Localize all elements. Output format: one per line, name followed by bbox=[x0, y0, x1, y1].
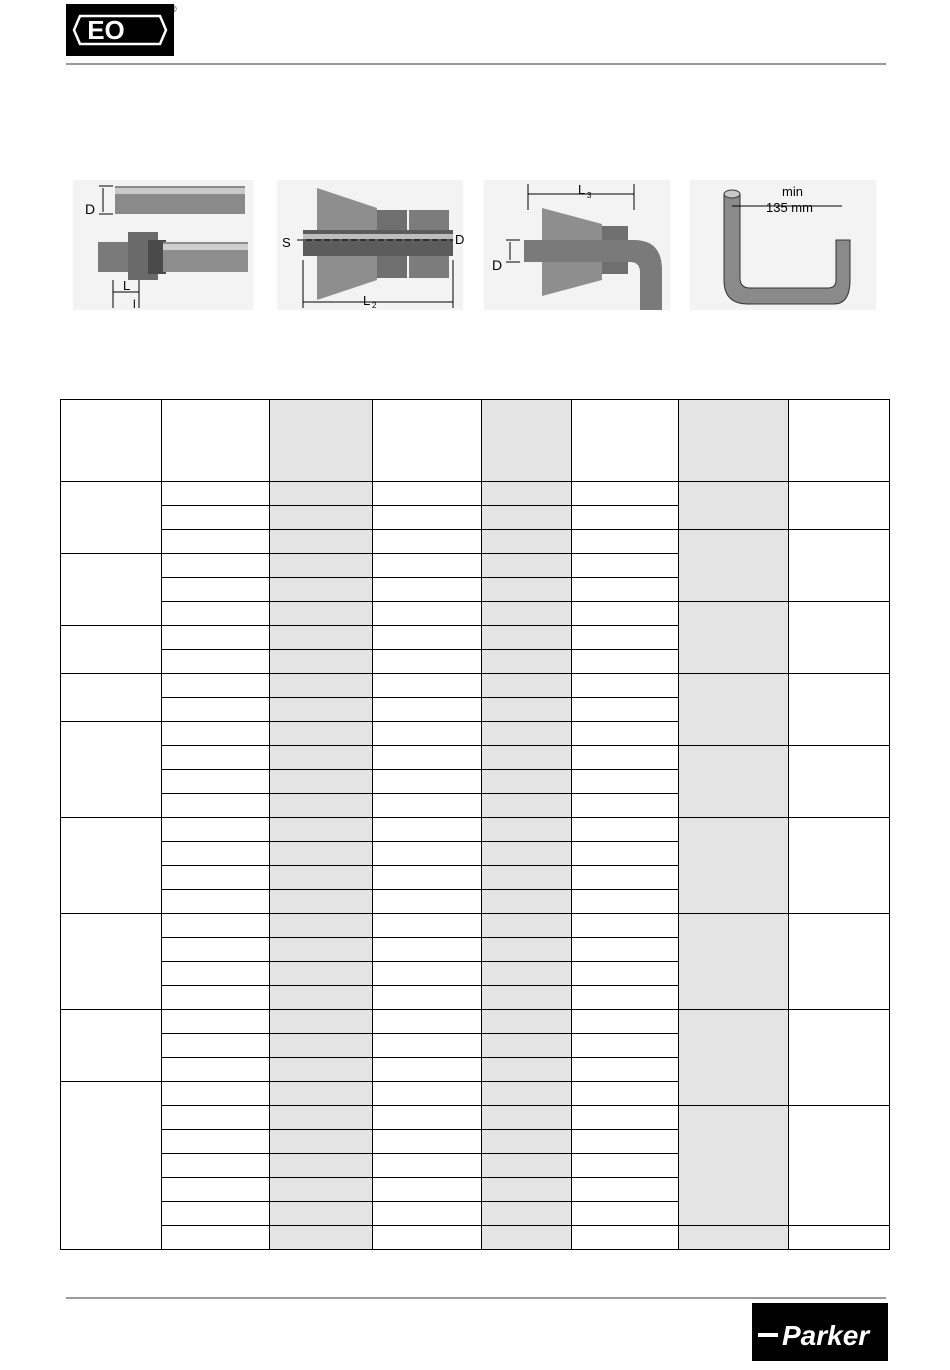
table-cell bbox=[482, 794, 572, 818]
figure-u-bend bbox=[690, 180, 876, 310]
table-cell bbox=[572, 746, 679, 770]
table-cell bbox=[482, 722, 572, 746]
table-cell bbox=[572, 794, 679, 818]
table-cell bbox=[162, 1202, 270, 1226]
merged-cell bbox=[679, 482, 789, 530]
merged-cell bbox=[789, 746, 890, 818]
table-cell bbox=[373, 794, 482, 818]
header-cell bbox=[679, 400, 789, 482]
table-cell bbox=[162, 986, 270, 1010]
table-cell bbox=[572, 938, 679, 962]
table-header-row bbox=[61, 400, 890, 482]
table-cell bbox=[270, 722, 373, 746]
table-cell bbox=[162, 1058, 270, 1082]
table-cell bbox=[482, 890, 572, 914]
table-cell bbox=[270, 818, 373, 842]
table-cell bbox=[572, 1202, 679, 1226]
table-cell bbox=[572, 722, 679, 746]
merged-cell bbox=[789, 482, 890, 530]
group-cell bbox=[61, 722, 162, 818]
table-cell bbox=[482, 578, 572, 602]
table-row bbox=[61, 1226, 890, 1250]
table-cell bbox=[572, 962, 679, 986]
table-cell bbox=[270, 1202, 373, 1226]
merged-cell bbox=[679, 530, 789, 602]
table-cell bbox=[270, 770, 373, 794]
table-cell bbox=[162, 626, 270, 650]
table-cell bbox=[373, 578, 482, 602]
merged-cell bbox=[679, 746, 789, 818]
table-cell bbox=[482, 1130, 572, 1154]
table-cell bbox=[162, 1178, 270, 1202]
table-cell bbox=[270, 938, 373, 962]
fig4-dist-label: 135 mm bbox=[766, 200, 813, 215]
merged-cell bbox=[679, 602, 789, 674]
table-cell bbox=[373, 938, 482, 962]
table-row bbox=[61, 818, 890, 842]
table-cell bbox=[572, 1034, 679, 1058]
table-cell bbox=[162, 914, 270, 938]
table-row bbox=[61, 530, 890, 554]
group-cell bbox=[61, 1082, 162, 1250]
table-cell bbox=[572, 674, 679, 698]
table-cell bbox=[162, 506, 270, 530]
fig4-min-label: min bbox=[782, 184, 803, 199]
table-cell bbox=[482, 602, 572, 626]
table-cell bbox=[482, 1082, 572, 1106]
merged-cell bbox=[679, 674, 789, 746]
table-cell bbox=[572, 1106, 679, 1130]
table-cell bbox=[482, 1178, 572, 1202]
table-cell bbox=[373, 722, 482, 746]
table-row bbox=[61, 914, 890, 938]
table-cell bbox=[373, 842, 482, 866]
header-cell bbox=[789, 400, 890, 482]
table-cell bbox=[572, 1082, 679, 1106]
table-cell bbox=[162, 1106, 270, 1130]
table-cell bbox=[482, 674, 572, 698]
fig3-l3-label: L bbox=[578, 182, 586, 197]
eo-logo-text: EO bbox=[87, 15, 125, 45]
table-cell bbox=[482, 746, 572, 770]
dimensions-table bbox=[60, 399, 890, 1250]
table-cell bbox=[373, 602, 482, 626]
figure-tube-through-fitting bbox=[277, 180, 463, 310]
table-cell bbox=[162, 1154, 270, 1178]
table-cell bbox=[373, 1058, 482, 1082]
table-cell bbox=[162, 962, 270, 986]
group-cell bbox=[61, 554, 162, 626]
table-cell bbox=[373, 698, 482, 722]
table-cell bbox=[162, 650, 270, 674]
merged-cell bbox=[789, 1106, 890, 1226]
table-cell bbox=[482, 698, 572, 722]
table-cell bbox=[162, 578, 270, 602]
fig1-l-label: l bbox=[133, 297, 136, 311]
table-cell bbox=[373, 482, 482, 506]
table-cell bbox=[482, 842, 572, 866]
table-cell bbox=[162, 722, 270, 746]
merged-cell bbox=[789, 1226, 890, 1250]
table-cell bbox=[572, 1178, 679, 1202]
fig2-s-label: S bbox=[282, 235, 291, 250]
table-cell bbox=[373, 1226, 482, 1250]
table-cell bbox=[373, 1202, 482, 1226]
table-cell bbox=[572, 1058, 679, 1082]
fig2-d-label: D bbox=[455, 232, 465, 247]
table-cell bbox=[373, 986, 482, 1010]
table-cell bbox=[270, 914, 373, 938]
table-cell bbox=[162, 674, 270, 698]
table-cell bbox=[572, 842, 679, 866]
table-cell bbox=[572, 818, 679, 842]
group-cell bbox=[61, 482, 162, 554]
header-cell bbox=[61, 400, 162, 482]
table-cell bbox=[572, 554, 679, 578]
eo-logo bbox=[66, 4, 174, 56]
table-row bbox=[61, 482, 890, 506]
table-cell bbox=[572, 1010, 679, 1034]
table-cell bbox=[270, 962, 373, 986]
table-cell bbox=[270, 1226, 373, 1250]
table-cell bbox=[572, 914, 679, 938]
table-cell bbox=[572, 866, 679, 890]
table-cell bbox=[270, 986, 373, 1010]
table-cell bbox=[373, 914, 482, 938]
table-cell bbox=[373, 1178, 482, 1202]
parker-logo bbox=[752, 1303, 888, 1361]
table-cell bbox=[572, 698, 679, 722]
merged-cell bbox=[789, 1010, 890, 1106]
header-cell bbox=[162, 400, 270, 482]
registered-mark: ® bbox=[166, 6, 172, 15]
table-cell bbox=[482, 1154, 572, 1178]
table-row bbox=[61, 1010, 890, 1034]
merged-cell bbox=[679, 1106, 789, 1226]
table-cell bbox=[373, 554, 482, 578]
table-cell bbox=[373, 674, 482, 698]
group-cell bbox=[61, 626, 162, 674]
table-cell bbox=[482, 1058, 572, 1082]
table-cell bbox=[270, 1010, 373, 1034]
table-cell bbox=[482, 626, 572, 650]
table-cell bbox=[572, 650, 679, 674]
table-cell bbox=[572, 578, 679, 602]
table-cell bbox=[270, 1034, 373, 1058]
table-cell bbox=[270, 1130, 373, 1154]
table-cell bbox=[373, 866, 482, 890]
table-cell bbox=[270, 1082, 373, 1106]
header-cell bbox=[572, 400, 679, 482]
table-cell bbox=[270, 482, 373, 506]
group-cell bbox=[61, 914, 162, 1010]
table-cell bbox=[162, 698, 270, 722]
header-cell bbox=[270, 400, 373, 482]
table-cell bbox=[572, 1226, 679, 1250]
table-cell bbox=[270, 602, 373, 626]
table-cell bbox=[162, 1082, 270, 1106]
table-cell bbox=[482, 554, 572, 578]
table-cell bbox=[572, 890, 679, 914]
table-cell bbox=[482, 770, 572, 794]
registered-mark-outer: ® bbox=[170, 4, 177, 14]
table-cell bbox=[572, 770, 679, 794]
table-row bbox=[61, 1106, 890, 1130]
table-cell bbox=[162, 1010, 270, 1034]
table-cell bbox=[162, 1034, 270, 1058]
table-cell bbox=[162, 746, 270, 770]
table-cell bbox=[482, 1226, 572, 1250]
merged-cell bbox=[789, 674, 890, 746]
parker-logo-text: Parker bbox=[782, 1320, 870, 1351]
table-cell bbox=[373, 1130, 482, 1154]
table-cell bbox=[373, 506, 482, 530]
group-cell bbox=[61, 1010, 162, 1082]
table-cell bbox=[373, 770, 482, 794]
table-cell bbox=[373, 1010, 482, 1034]
header-divider bbox=[66, 63, 886, 65]
merged-cell bbox=[789, 914, 890, 1010]
table-cell bbox=[162, 890, 270, 914]
table-cell bbox=[482, 650, 572, 674]
table-cell bbox=[162, 482, 270, 506]
table-cell bbox=[482, 962, 572, 986]
table-cell bbox=[482, 866, 572, 890]
table-cell bbox=[270, 842, 373, 866]
table-cell bbox=[270, 794, 373, 818]
header-cell bbox=[373, 400, 482, 482]
table-cell bbox=[373, 626, 482, 650]
table-cell bbox=[482, 1202, 572, 1226]
footer-divider bbox=[66, 1297, 886, 1299]
table-cell bbox=[572, 602, 679, 626]
fig2-l2-label: L bbox=[363, 293, 371, 308]
table-cell bbox=[373, 530, 482, 554]
table-cell bbox=[373, 962, 482, 986]
table-cell bbox=[572, 626, 679, 650]
fig1-d-label: D bbox=[85, 201, 96, 217]
table-row bbox=[61, 602, 890, 626]
table-cell bbox=[373, 1082, 482, 1106]
table-cell bbox=[373, 818, 482, 842]
merged-cell bbox=[789, 602, 890, 674]
figure-bent-tube bbox=[484, 180, 670, 310]
merged-cell bbox=[679, 818, 789, 914]
table-cell bbox=[270, 578, 373, 602]
table-cell bbox=[482, 914, 572, 938]
table-cell bbox=[270, 698, 373, 722]
table-cell bbox=[270, 626, 373, 650]
table-cell bbox=[482, 986, 572, 1010]
table-cell bbox=[373, 890, 482, 914]
table-cell bbox=[162, 842, 270, 866]
table-cell bbox=[162, 602, 270, 626]
table-cell bbox=[270, 650, 373, 674]
table-cell bbox=[270, 530, 373, 554]
table-cell bbox=[270, 1178, 373, 1202]
fig3-d-label: D bbox=[492, 257, 503, 273]
header-cell bbox=[482, 400, 572, 482]
table-cell bbox=[162, 554, 270, 578]
table-cell bbox=[482, 938, 572, 962]
table-cell bbox=[162, 770, 270, 794]
fig2-l2-sub: 2 bbox=[372, 301, 377, 310]
table-cell bbox=[270, 866, 373, 890]
table-cell bbox=[482, 1010, 572, 1034]
table-cell bbox=[270, 674, 373, 698]
table-cell bbox=[270, 890, 373, 914]
table-cell bbox=[482, 1034, 572, 1058]
table-cell bbox=[482, 506, 572, 530]
fig1-l1-label: L bbox=[123, 278, 131, 293]
table-cell bbox=[162, 530, 270, 554]
table-cell bbox=[482, 1106, 572, 1130]
table-cell bbox=[572, 506, 679, 530]
table-cell bbox=[270, 554, 373, 578]
table-cell bbox=[162, 1130, 270, 1154]
group-cell bbox=[61, 818, 162, 914]
table-cell bbox=[373, 650, 482, 674]
fig3-l3-sub: 3 bbox=[587, 191, 592, 200]
table-cell bbox=[572, 482, 679, 506]
table-cell bbox=[270, 1058, 373, 1082]
table-cell bbox=[572, 1130, 679, 1154]
table-row bbox=[61, 674, 890, 698]
table-cell bbox=[482, 482, 572, 506]
merged-cell bbox=[679, 914, 789, 1010]
table-cell bbox=[482, 530, 572, 554]
merged-cell bbox=[679, 1010, 789, 1106]
table-row bbox=[61, 746, 890, 770]
table-cell bbox=[373, 746, 482, 770]
table-cell bbox=[373, 1034, 482, 1058]
merged-cell bbox=[789, 818, 890, 914]
table-cell bbox=[373, 1106, 482, 1130]
table-cell bbox=[270, 746, 373, 770]
table-cell bbox=[270, 1106, 373, 1130]
merged-cell bbox=[679, 1226, 789, 1250]
group-cell bbox=[61, 674, 162, 722]
table-cell bbox=[162, 818, 270, 842]
merged-cell bbox=[789, 530, 890, 602]
table-cell bbox=[572, 530, 679, 554]
table-cell bbox=[270, 506, 373, 530]
table-cell bbox=[162, 866, 270, 890]
table-cell bbox=[270, 1154, 373, 1178]
table-cell bbox=[482, 818, 572, 842]
table-cell bbox=[572, 986, 679, 1010]
table-cell bbox=[162, 794, 270, 818]
figure-tube-insertion bbox=[73, 180, 253, 310]
table-cell bbox=[162, 1226, 270, 1250]
table-cell bbox=[162, 938, 270, 962]
table-cell bbox=[572, 1154, 679, 1178]
table-cell bbox=[373, 1154, 482, 1178]
